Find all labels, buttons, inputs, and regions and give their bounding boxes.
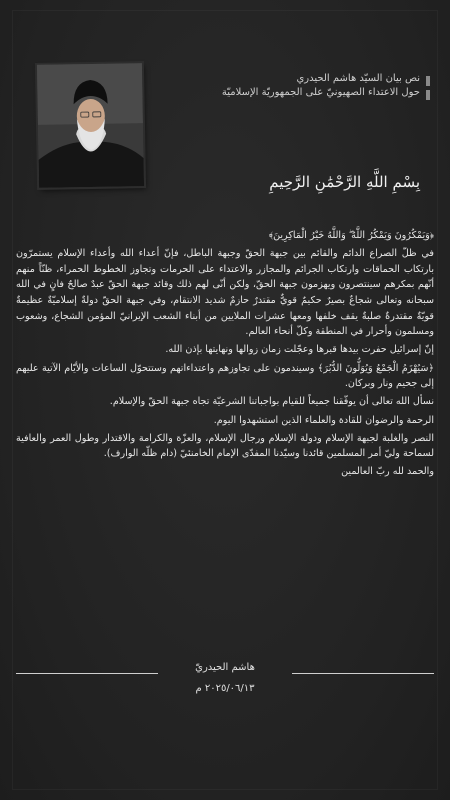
header-accent-bars: [426, 76, 430, 100]
accent-bar: [426, 76, 430, 86]
closing-line: والحمد لله ربّ العالمين: [341, 466, 434, 478]
body-paragraph: النصر والغلبة لجبهة الإسلام ودولة الإسلام ورجال الإسلام، والعزّة والكرامة والاقتدار وطول العمر والعافية لسماحة وليّ أمر المسلمين قائدنا وسيّدنا المفدّى الإمام الخامنئيّ (دام ظلّه الوارف).: [16, 432, 434, 460]
signature-divider-right: [292, 673, 434, 674]
signature-divider-left: [16, 673, 158, 674]
statement-header: [16, 56, 434, 191]
header-title-line-1: نص بيان السيّد هاشم الحيدري: [296, 73, 420, 84]
body-paragraph: إنّ إسرائيل حفرت بيدها قبرها وعجّلت زمان زوالها ونهايتها بإذن الله.: [165, 344, 434, 356]
header-titles: [222, 72, 420, 100]
signature-date: ٢٠٢٥/٠٦/١٣ م: [195, 683, 255, 694]
quran-verse-opening: ﴿وَيَمْكُرُونَ وَيَمْكُرُ اللَّهُ ۖ وَاللَّهُ خَيْرُ الْمَاكِرِينَ﴾: [268, 230, 434, 241]
body-paragraph: ﴿سَيُهْزَمُ الْجَمْعُ وَيُوَلُّونَ الدُّبُرَ﴾ وسيندمون على تجاوزهم واعتداءاتهم وستتحوّل الساعات والأيّام الآتية عليهم إلى جحيم ونار وبركان.: [16, 362, 434, 390]
portrait-illustration: [37, 63, 144, 188]
body-paragraph: نسأل الله تعالى أن يوفّقنا جميعاً للقيام بواجباتنا الشرعيّة تجاه جبهة الحقّ والإسلام.: [109, 396, 434, 408]
statement-body: [16, 228, 434, 483]
body-paragraph: في ظلّ الصراع الدائم والقائم بين جبهة الحقّ وجبهة الباطل، فإنّ أعداء الله وأعداء الإسلام يستمرّون بارتكاب الحماقات وارتكاب الجرائم والمجازر والاعتداء على الحرمات وتجاوز الخطوط الحمراء، ظنّاً منهم أنّهم بمكرهم سينتصرون ويهزمون جبهة الحقّ، ولكن أنّى لهم ذلك وقائد جبهة الحقّ عبدٌ صالحٌ فانٍ في الله سبحانه وتعالى شجاعٌ بصيرٌ حكيمٌ قويٌّ مقتدرٌ حازمٌ شديد الانتقام، وفي جبهة الحقّ دولةٌ إسلاميّةٌ عظيمةٌ قويّةٌ مقتدرةٌ صلبةٌ يقف خلفها ومعها عشرات الملايين من أبناء الشعب الإيرانيّ المؤمن الشجاع، وشعوب ومسلمون وأحرار في المنطقة وكلّ أنحاء العالم.: [16, 248, 434, 338]
speaker-portrait: [37, 63, 144, 188]
signature-block: [16, 660, 434, 710]
signature-name: هاشم الحيدريّ: [195, 662, 255, 673]
body-paragraph: الرحمة والرضوان للقادة والعلماء الذين استشهدوا اليوم.: [213, 414, 434, 426]
accent-bar: [426, 90, 430, 100]
header-title-line-2: حول الاعتداء الصهيونيّ على الجمهوريّة الإسلاميّة: [221, 87, 420, 98]
basmala: بِسْمِ اللَّهِ الرَّحْمَٰنِ الرَّحِيمِ: [269, 173, 420, 191]
